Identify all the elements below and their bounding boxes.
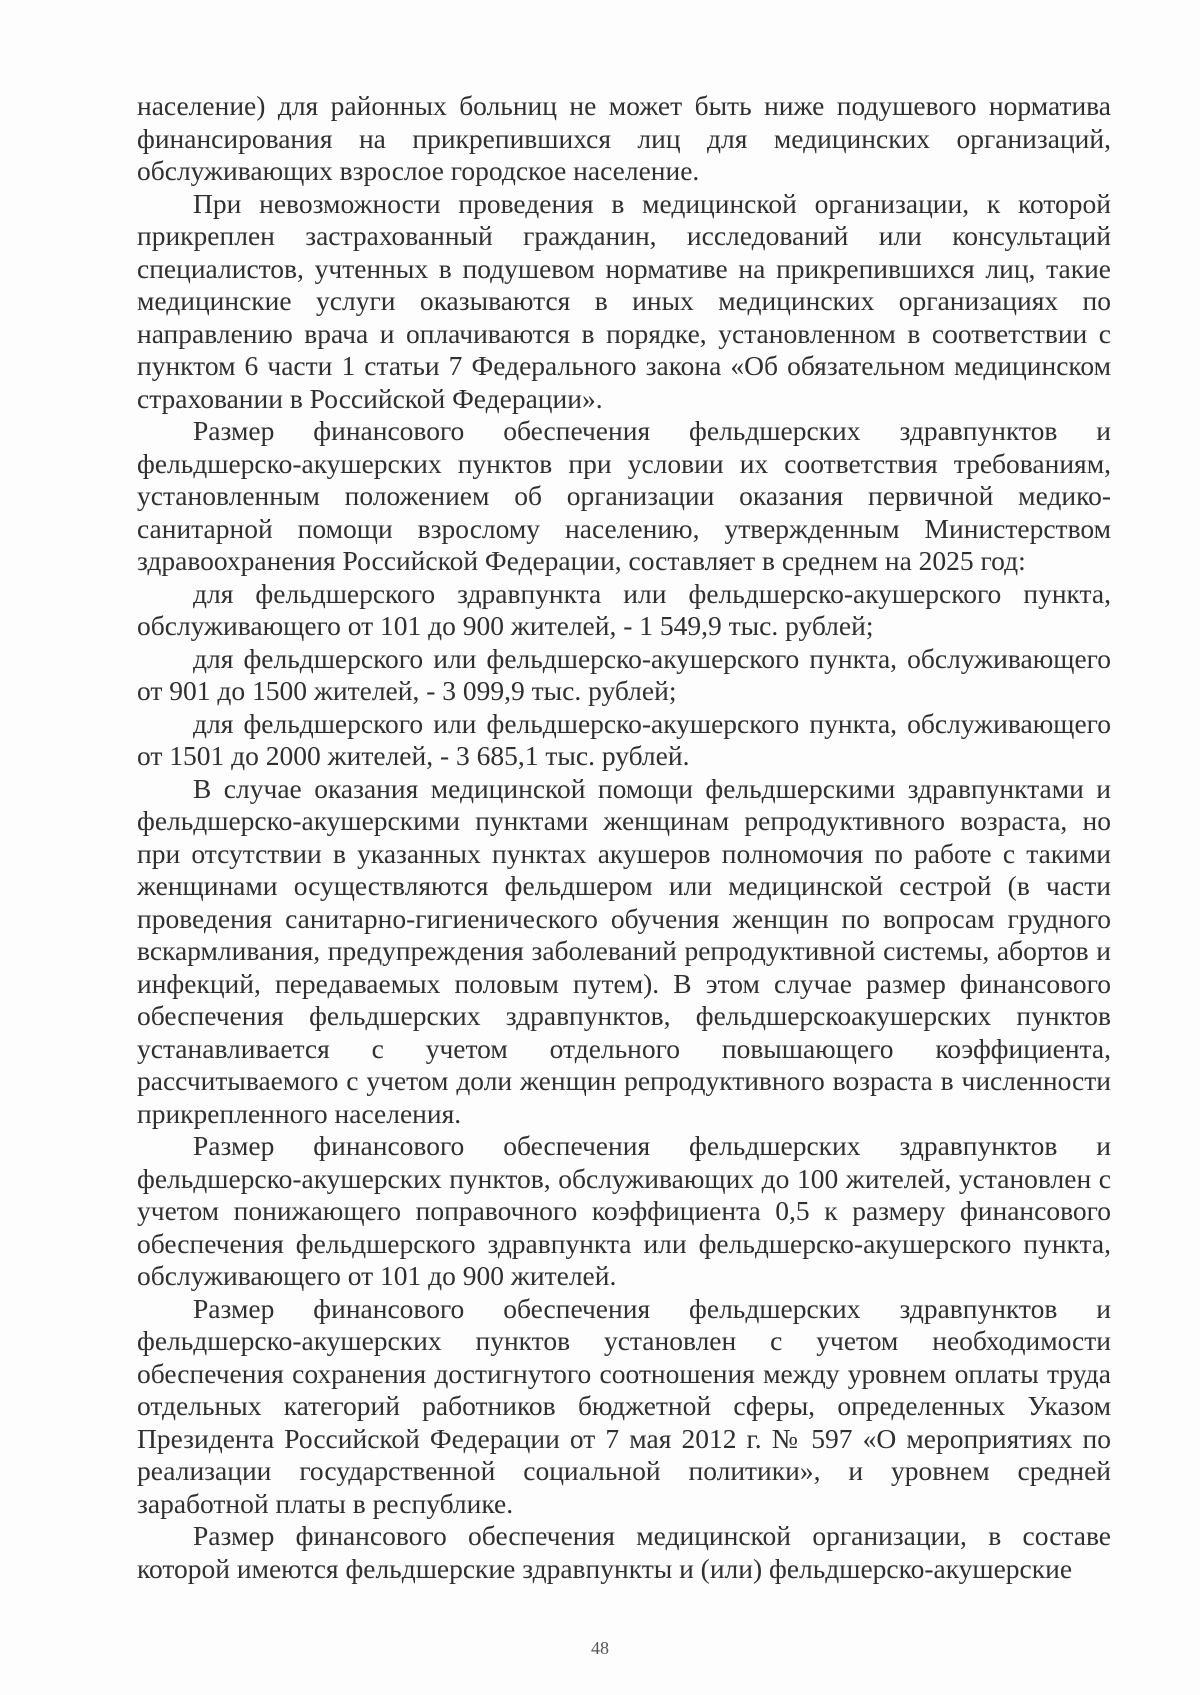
- paragraph-9: Размер финансового обеспечения фельдшерских здравпунктов и фельдшерско-акушерских пунктов установлен с учетом необходимости обеспечения сохранения достигнутого соотношения между уровнем оплаты труда отдельных категорий работников бюджетной сферы, определенных Указом Президента Российской Федерации от 7 мая 2012 г. № 597 «О мероприятиях по реализации государственной социальной политики», и уровнем средней заработной платы в республике.: [137, 1292, 1111, 1519]
- paragraph-8: Размер финансового обеспечения фельдшерских здравпунктов и фельдшерско-акушерских пунктов, обслуживающих до 100 жителей, установлен с учетом понижающего поправочного коэффициента 0,5 к размеру финансового обеспечения фельдшерского здравпункта или фельдшерско-акушерского пункта, обслуживающего от 101 до 900 жителей.: [137, 1130, 1111, 1291]
- page-number: 48: [591, 1638, 609, 1658]
- paragraph-7: В случае оказания медицинской помощи фельдшерскими здравпунктами и фельдшерско-акушерскими пунктами женщинам репродуктивного возраста, но при отсутствии в указанных пунктах акушеров полномочия по работе с такими женщинами осуществляются фельдшером или медицинской сестрой (в части проведения санитарно-гигиенического обучения женщин по вопросам грудного вскармливания, предупреждения заболеваний репродуктивной системы, абортов и инфекций, передаваемых половым путем). В этом случае размер финансового обеспечения фельдшерских здравпунктов, фельдшерскоакушерских пунктов устанавливается с учетом отдельного повышающего коэффициента, рассчитываемого с учетом доли женщин репродуктивного возраста в численности прикрепленного населения.: [137, 772, 1111, 1129]
- document-body: [137, 90, 1111, 1585]
- paragraph-10: Размер финансового обеспечения медицинской организации, в составе которой имеются фельдшерские здравпункты и (или) фельдшерско-акушерские: [137, 1520, 1111, 1584]
- paragraph-6: для фельдшерского или фельдшерско-акушерского пункта, обслуживающего от 1501 до 2000 жителей, - 3 685,1 тыс. рублей.: [137, 707, 1111, 771]
- paragraph-2: При невозможности проведения в медицинской организации, к которой прикреплен застрахованный гражданин, исследований или консультаций специалистов, учтенных в подушевом нормативе на прикрепившихся лиц, такие медицинские услуги оказываются в иных медицинских организациях по направлению врача и оплачиваются в порядке, установленном в соответствии с пунктом 6 части 1 статьи 7 Федерального закона «Об обязательном медицинском страховании в Российской Федерации».: [137, 187, 1111, 414]
- paragraph-4: для фельдшерского здравпункта или фельдшерско-акушерского пункта, обслуживающего от 101 до 900 жителей, - 1 549,9 тыс. рублей;: [137, 577, 1111, 641]
- paragraph-5: для фельдшерского или фельдшерско-акушерского пункта, обслуживающего от 901 до 1500 жителей, - 3 099,9 тыс. рублей;: [137, 642, 1111, 706]
- paragraph-3: Размер финансового обеспечения фельдшерских здравпунктов и фельдшерско-акушерских пунктов при условии их соответствия требованиям, установленным положением об организации оказания первичной медико-санитарной помощи взрослому населению, утвержденным Министерством здравоохранения Российской Федерации, составляет в среднем на 2025 год:: [137, 415, 1111, 576]
- paragraph-1: население) для районных больниц не может быть ниже подушевого норматива финансирования на прикрепившихся лиц для медицинских организаций, обслуживающих взрослое городское население.: [137, 90, 1111, 186]
